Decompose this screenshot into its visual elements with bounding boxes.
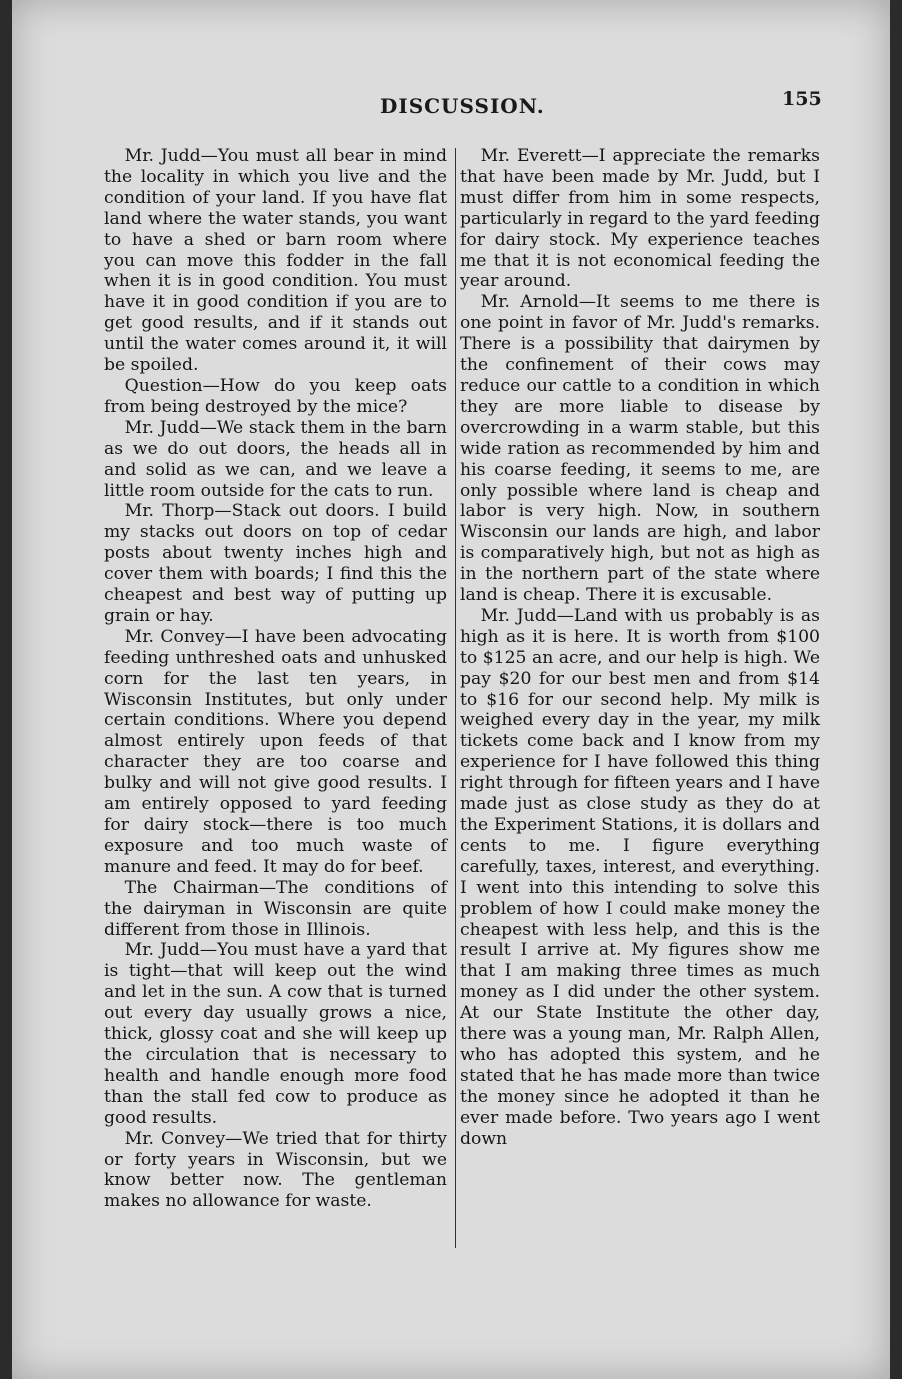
book-page [12, 0, 890, 1379]
paragraph: Question—How do you keep oats from being destroyed by the mice? [104, 375, 447, 417]
right-column [460, 146, 820, 1150]
paragraph: Mr. Judd—Land with us probably is as high as it is here. It is worth from $100 to $125 an acre, and our help is high. We pay $20 for our best men and from $14 to $16 for our second help. My milk is weighed every day in the year, my milk tickets come back and I know from my experience for I have followed this thing right through for fifteen years and I have made just as close study as they do at the Experiment Stations, it is dollars and cents to me. I figure everything carefully, taxes, interest, and everything. I went into this intending to solve this problem of how I could make money the cheapest with less help, and this is the result I arrive at. My figures show me that I am making three times as much money as I did under the other system. At our State Institute the other day, there was a young man, Mr. Ralph Allen, who has adopted this system, and he stated that he has made more than twice the money since he adopted it than he ever made before. Two years ago I went down [460, 605, 820, 1149]
paragraph: Mr. Everett—I appreciate the remarks that have been made by Mr. Judd, but I must differ from him in some respects, particularly in regard to the yard feeding for dairy stock. My experience teaches me that it is not economical feeding the year around. [460, 146, 820, 292]
column-divider [455, 148, 456, 1248]
paragraph: Mr. Judd—We stack them in the barn as we do out doors, the heads all in and solid as we can, and we leave a little room outside for the cats to run. [104, 417, 447, 501]
paragraph: Mr. Judd—You must have a yard that is tight—that will keep out the wind and let in the sun. A cow that is turned out every day usually grows a nice, thick, glossy coat and she will keep up the circulation that is necessary to health and handle enough more food than the stall fed cow to produce as good results. [104, 940, 447, 1128]
paragraph: Mr. Convey—I have been advocating feeding unthreshed oats and unhusked corn for the last ten years, in Wisconsin Institutes, but only under certain conditions. Where you depend almost entirely upon feeds of that character they are too coarse and bulky and will not give good results. I am entirely opposed to yard feeding for dairy stock—there is too much exposure and too much waste of manure and feed. It may do for beef. [104, 626, 447, 877]
paragraph: The Chairman—The conditions of the dairyman in Wisconsin are quite different from those in Illinois. [104, 877, 447, 940]
running-title: DISCUSSION. [380, 94, 545, 118]
paragraph: Mr. Arnold—It seems to me there is one point in favor of Mr. Judd's remarks. There is a possibility that dairymen by the confinement of their cows may reduce our cattle to a condition in which they are more liable to disease by overcrowding in a warm stable, but this wide ration as recommended by him and his coarse feeding, it seems to me, are only possible where land is cheap and labor is very high. Now, in southern Wisconsin our lands are high, and labor is comparatively high, but not as high as in the northern part of the state where land is cheap. There it is excusable. [460, 292, 820, 606]
page-header [12, 88, 890, 128]
paragraph: Mr. Thorp—Stack out doors. I build my stacks out doors on top of cedar posts about twenty inches high and cover them with boards; I find this the cheapest and best way of putting up grain or hay. [104, 501, 447, 626]
paragraph: Mr. Judd—You must all bear in mind the locality in which you live and the condition of your land. If you have flat land where the water stands, you want to have a shed or barn room where you can move this fodder in the fall when it is in good condition. You must have it in good condition if you are to get good results, and if it stands out until the water comes around it, it will be spoiled. [104, 146, 447, 376]
left-column [104, 146, 447, 1212]
page-number: 155 [782, 88, 822, 110]
paragraph: Mr. Convey—We tried that for thirty or forty years in Wisconsin, but we know better now. The gentleman makes no allowance for waste. [104, 1128, 447, 1212]
